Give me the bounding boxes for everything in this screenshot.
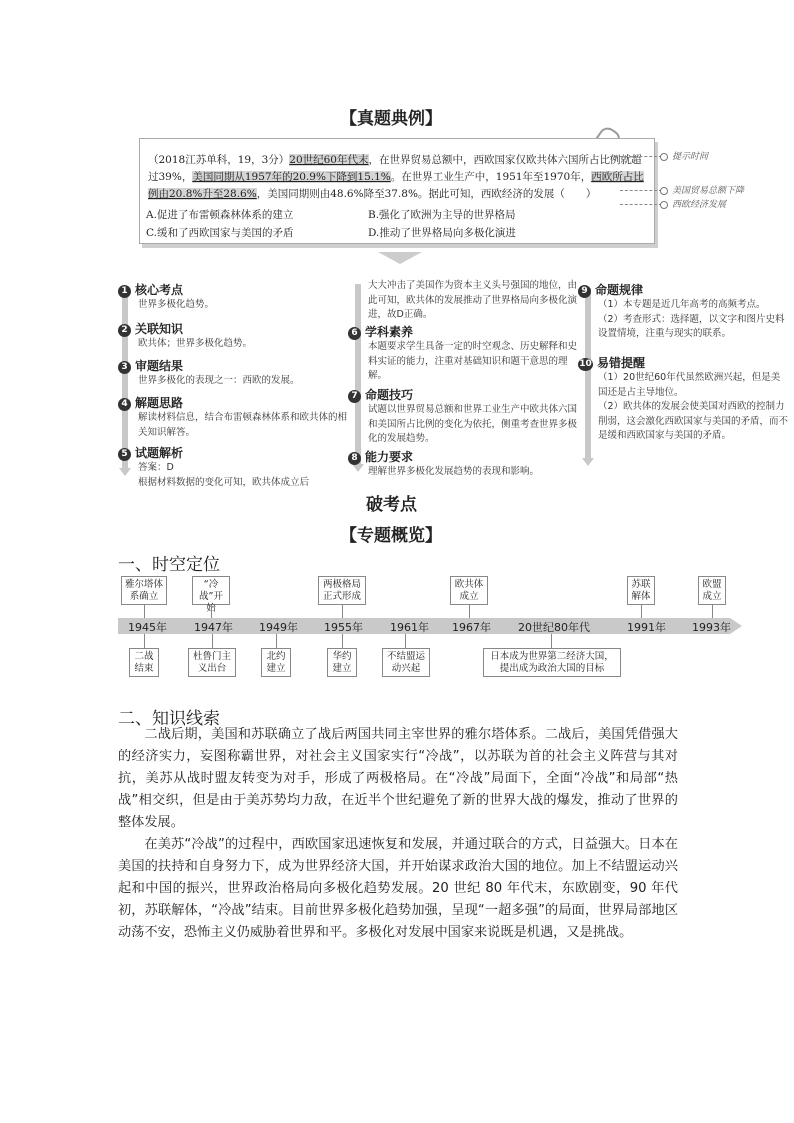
sec-label: 关联知识 (135, 322, 184, 336)
sec-title-ability (348, 448, 578, 465)
question-part: 。在世界工业生产中，1951年至1970年， (390, 171, 592, 183)
sec-text: 本题要求学生具备一定的时空观念、历史解释和史料实证的能力，注重对基础知识和题干意思的理解。 (368, 341, 578, 381)
event-bipolar: 两极格局正式形成 (318, 576, 366, 605)
step-number: 5 (118, 448, 131, 461)
sec-label: 能力要求 (365, 450, 414, 464)
step-number: 7 (348, 390, 361, 403)
highlight-us-trade: 美国同期从1957年的20.9%下降到15.1% (192, 171, 391, 183)
knowledge-paragraph-1: 二战后期，美国和苏联确立了战后两国共同主宰世界的雅尔塔体系。二战后，美国凭借强大的经济实力，妄图称霸世界，对社会主义国家实行“冷战”，以苏联为首的社会主义阵营与其对抗，美苏从战时盟友转变为对手，形成了两极格局。在“冷战”局面下，全面“冷战”和局部“热战”相交织，但是由于美苏势均力敌，在近半个世纪避免了新的世界大战的爆发，推动了世界的整体发展。 (118, 727, 678, 830)
question-source: （2018江苏单科，19，3分） (148, 154, 290, 166)
sec-text: 欧共体；世界多极化趋势。 (138, 338, 253, 349)
connector (712, 605, 713, 618)
sec-text: 理解世界多极化发展趋势的表现和影响。 (368, 466, 540, 477)
sec-label: 学科素养 (365, 325, 414, 339)
highlight-west-europe: 西欧所占比例由20.8%升至28.6% (148, 171, 644, 200)
event-ussr-dissolved: 苏联解体 (627, 576, 655, 605)
option-c: C.缓和了西欧国家与美国的矛盾 (146, 227, 294, 239)
sec-title-related (118, 320, 348, 337)
event-truman-doctrine: 杜鲁门主义出台 (188, 648, 236, 677)
step-number: 3 (118, 361, 131, 374)
sec-text: 试题以世界贸易总额和世界工业生产中欧共体六国和美国所占比例的变化为依托，侧重考查世界多极化的发展趋势。 (368, 404, 578, 444)
overview-title: 【专题概览】 (340, 526, 442, 546)
connector (342, 605, 343, 618)
sec-label: 解题思路 (135, 396, 184, 410)
sec-title-explain (118, 444, 348, 461)
page-title: 【真题典例】 (340, 109, 442, 129)
connector (212, 634, 213, 648)
option-d: D.推动了世界格局向多极化演进 (368, 227, 516, 239)
sec-title-pattern (578, 281, 788, 298)
sec-title-pitfalls (578, 354, 788, 371)
knowledge-paragraph-2: 在美苏“冷战”的过程中，西欧国家迅速恢复和发展，并通过联合的方式，日益强大。日本在美国的扶持和自身努力下，成为世界经济大国，并开始谋求政治大国的地位。加上不结盟运动兴起和中国的振兴，世界政治格局向多极化趋势发展。20 世纪 80 年代末，东欧剧变，90 年代初，苏联解体，“冷战”结束。目前世界多极化趋势加强，呈现“一超多强”的局面，世界局部地区动荡不安，恐怖主义仍威胁着世界和平。多极化对发展中国家来说既是机遇，又是挑战。 (118, 837, 678, 940)
annotation-west-europe: 西欧经济发展 (672, 200, 727, 210)
connector (551, 634, 552, 648)
sec-label: 核心考点 (135, 283, 184, 297)
sec-text: 世界多极化趋势。 (138, 299, 215, 310)
highlight-time: 20世纪60年代末 (289, 154, 369, 166)
annotation-dot (660, 153, 668, 161)
sec-title-approach (118, 394, 348, 411)
step-number: 6 (348, 327, 361, 340)
year-1993: 1993年 (692, 621, 731, 634)
step-number: 2 (118, 324, 131, 337)
question-text (148, 152, 648, 203)
event-cold-war-start: “冷战”开始 (192, 576, 230, 605)
year-1961: 1961年 (390, 621, 429, 634)
sec-text: （1）20世纪60年代虽然欧洲兴起，但是美国还是占主导地位。 （2）欧共体的发展会使美国对西欧的控制力削弱，这会激化西欧国家与美国的矛盾，而不是缓和西欧国家与美国的矛盾。 (598, 372, 789, 441)
step-number: 4 (118, 398, 131, 411)
example-card (139, 138, 655, 244)
knowledge-heading: 二、知识线索 (118, 709, 220, 729)
year-1949: 1949年 (259, 621, 298, 634)
sec-text: 解读材料信息，结合布雷顿森林体系和欧共体的相关知识解答。 (138, 412, 348, 438)
year-1991: 1991年 (627, 621, 666, 634)
connector (641, 605, 642, 618)
sec-text: 答案：D 根据材料数据的变化可知，欧共体成立后 (138, 462, 310, 488)
event-non-aligned: 不结盟运动兴起 (382, 648, 430, 677)
sec-label: 审题结果 (135, 359, 184, 373)
annotation-line (610, 156, 662, 157)
event-eu-founded: 欧盟成立 (698, 576, 726, 605)
year-1980s: 20世纪80年代 (518, 621, 590, 634)
connector (469, 605, 470, 618)
connector (211, 605, 212, 618)
step-number: 10 (579, 359, 592, 369)
year-1955: 1955年 (324, 621, 363, 634)
connector (144, 605, 145, 618)
sec-title-result (118, 357, 348, 374)
question-part: ，美国同期则由48.6%降至37.8%。据此可知，西欧经济的发展（ ） (256, 188, 597, 200)
sec-label: 命题技巧 (365, 388, 414, 402)
option-b: B.强化了欧洲为主导的世界格局 (368, 209, 516, 221)
event-japan-power: 日本成为世界第二经济大国，提出成为政治大国的目标 (483, 648, 621, 677)
connector (342, 634, 343, 648)
annotation-line (620, 204, 662, 205)
sec-text: 大大冲击了美国作为资本主义头号强国的地位，由此可知，欧共体的发展推动了世界格局向多极化演进，故D正确。 (368, 280, 578, 320)
connector (405, 634, 406, 648)
option-a: A.促进了布雷顿森林体系的建立 (146, 209, 294, 221)
annotation-us-trade: 美国贸易总额下降 (672, 186, 745, 196)
event-nato: 北约建立 (261, 648, 291, 677)
connector (144, 634, 145, 648)
question-part: ，在世界贸易总额中，西欧国家仅欧共体六国所占比例就超过39%， (148, 154, 642, 183)
event-warsaw-pact: 华约建立 (327, 648, 357, 677)
sec-title-technique (348, 386, 578, 403)
annotation-time: 提示时间 (672, 152, 709, 162)
sec-label: 试题解析 (135, 446, 184, 460)
event-yalta: 雅尔塔体系确立 (121, 576, 167, 605)
year-1945: 1945年 (128, 621, 167, 634)
step-number: 1 (118, 285, 131, 298)
sec-text: 世界多极化的表现之一：西欧的发展。 (138, 375, 300, 386)
timeline-heading: 一、时空定位 (118, 555, 220, 575)
annotation-dot (660, 201, 668, 209)
step-number: 9 (578, 285, 591, 298)
analysis-left (118, 281, 348, 490)
flow-arrow-head (582, 458, 594, 466)
sec-title-literacy (348, 323, 578, 340)
annotation-dot (660, 187, 668, 195)
annotation-line (620, 190, 662, 191)
step-number: 8 (348, 452, 361, 465)
connector (276, 634, 277, 648)
event-ec-founded: 欧共体成立 (450, 576, 488, 605)
sec-label: 易错提醒 (597, 356, 646, 370)
timeline-arrow (730, 618, 742, 634)
year-1947: 1947年 (194, 621, 233, 634)
analysis-right (578, 281, 788, 444)
sec-text: （1）本专题是近几年高考的高频考点。 （2）考查形式：选择题，以文字和图片史料设置情境，注重与现实的联系。 (598, 299, 785, 339)
sec-label: 命题规律 (595, 283, 644, 297)
year-1967: 1967年 (452, 621, 491, 634)
pointer-triangle (378, 252, 422, 264)
section-title: 破考点 (366, 495, 417, 515)
analysis-middle (348, 279, 578, 480)
event-ww2-end: 二战结束 (129, 648, 159, 677)
sec-title-core (118, 281, 348, 298)
